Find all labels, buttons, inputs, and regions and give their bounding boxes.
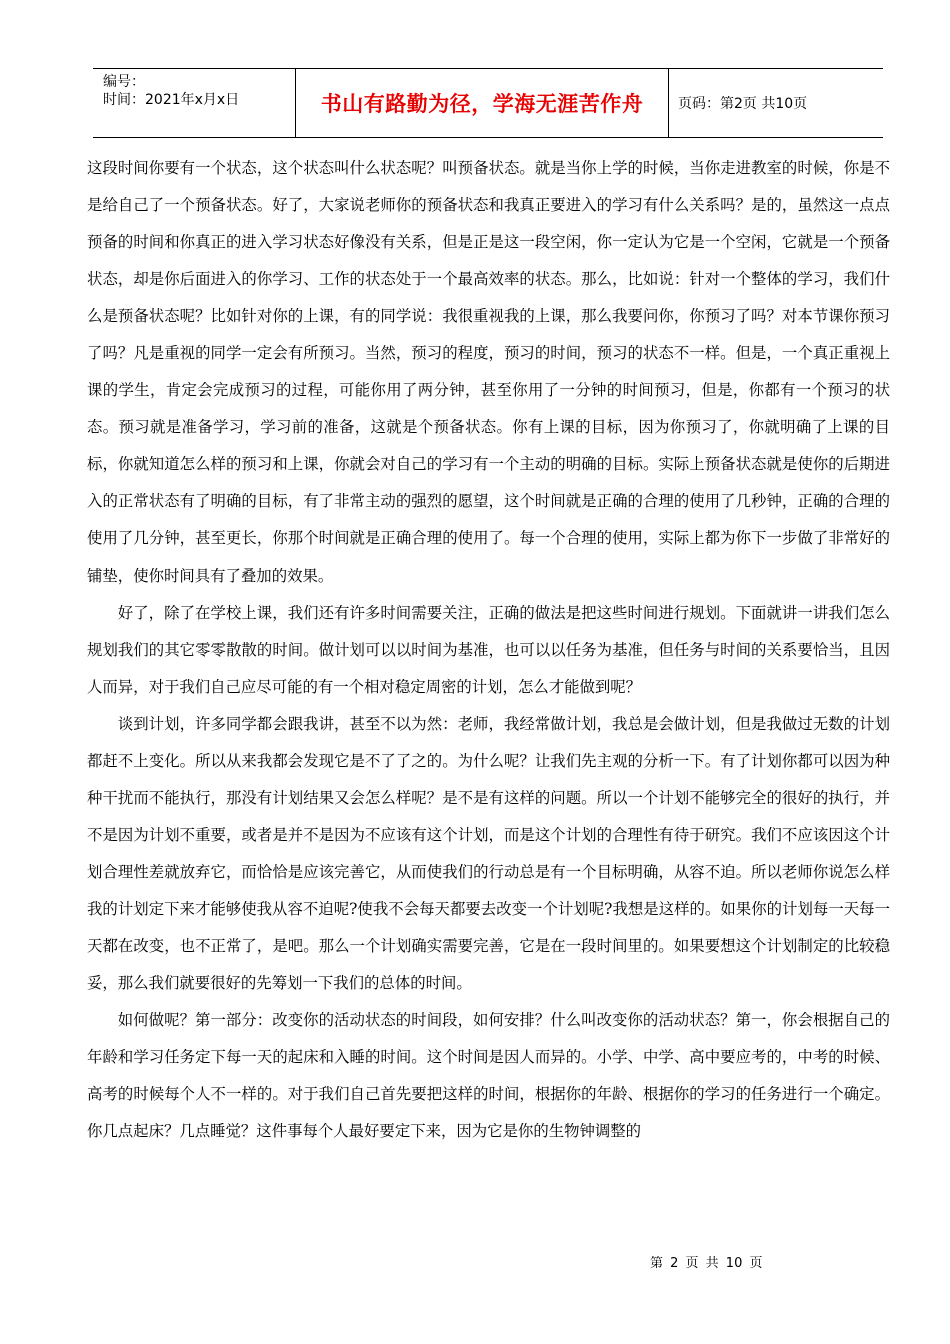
serial-number-label: 编号： <box>103 74 145 90</box>
header-meta-cell <box>93 69 295 137</box>
header-motto: 书山有路勤为径，学海无涯苦作舟 <box>320 92 644 116</box>
paragraph-3: 谈到计划，许多同学都会跟我讲，甚至不以为然：老师，我经常做计划，我总是会做计划，但是我做过无数的计划都赶不上变化。所以从来我都会发现它是不了了之的。为什么呢？让我们先主观的分析一下。有了计划你都可以因为种种干扰而不能执行，那没有计划结果又会怎么样呢？是不是有这样的问题。所以一个计划不能够完全的很好的执行，并不是因为计划不重要，或者是并不是因为不应该有这个计划，而是这个计划的合理性有待于研究。我们不应该因这个计划合理性差就放弃它，而恰恰是应该完善它，从而使我们的行动总是有一个目标明确，从容不迫。所以老师你说怎么样我的计划定下来才能够使我从容不迫呢?使我不会每天都要去改变一个计划呢?我想是这样的。如果你的计划每一天每一天都在改变，也不正常了，是吧。那么一个计划确实需要完善，它是在一段时间里的。如果要想这个计划制定的比较稳妥，那么我们就要很好的先筹划一下我们的总体的时间。 <box>87 714 890 993</box>
page-code: 页码：第2页 共10页 <box>678 96 808 112</box>
paragraph-1: 这段时间你要有一个状态，这个状态叫什么状态呢？叫预备状态。就是当你上学的时候，当你走进教室的时候，你是不是给自己了一个预备状态。好了，大家说老师你的预备状态和我真正要进入的学习有什么关系吗？是的，虽然这一点点预备的时间和你真正的进入学习状态好像没有关系，但是正是这一段空闲，你一定认为它是一个空闲，它就是一个预备状态，却是你后面进入的你学习、工作的状态处于一个最高效率的状态。那么，比如说：针对一个整体的学习，我们什么是预备状态呢？比如针对你的上课，有的同学说：我很重视我的上课，那么我要问你，你预习了吗？对本节课你预习了吗？凡是重视的同学一定会有所预习。当然，预习的程度，预习的时间，预习的状态不一样。但是，一个真正重视上课的学生，肯定会完成预习的过程，可能你用了两分钟，甚至你用了一分钟的时间预习，但是，你都有一个预习的状态。预习就是准备学习，学习前的准备，这就是个预备状态。你有上课的目标，因为你预习了，你就明确了上课的目标，你就知道怎么样的预习和上课，你就会对自己的学习有一个主动的明确的目标。实际上预备状态就是使你的后期进入的正常状态有了明确的目标，有了非常主动的强烈的愿望，这个时间就是正确的合理的使用了几秒钟，正确的合理的使用了几分钟，甚至更长，你那个时间就是正确合理的使用了。每一个合理的使用，实际上都为你下一步做了非常好的铺垫，使你时间具有了叠加的效果。 <box>87 159 890 585</box>
paragraph-2: 好了，除了在学校上课，我们还有许多时间需要关注，正确的做法是把这些时间进行规划。下面就讲一讲我们怎么规划我们的其它零零散散的时间。做计划可以以时间为基准，也可以以任务为基准，但任务与时间的关系要恰当，且因人而异，对于我们自己应尽可能的有一个相对稳定周密的计划，怎么才能做到呢？ <box>87 603 890 696</box>
header-divider-right <box>668 69 669 137</box>
page-header <box>93 68 883 138</box>
paragraph-4: 如何做呢？第一部分：改变你的活动状态的时间段，如何安排？什么叫改变你的活动状态？第一，你会根据自己的年龄和学习任务定下每一天的起床和入睡的时间。这个时间是因人而异的。小学、中学、高中要应考的，中考的时候、高考的时候每个人不一样的。对于我们自己首先要把这样的时间，根据你的年龄、根据你的学习的任务进行一个确定。你几点起床？几点睡觉？这件事每个人最好要定下来，因为它是你的生物钟调整的 <box>87 1011 890 1141</box>
time-label: 时间：2021年x月x日 <box>103 92 240 108</box>
page-footer: 第 2 页 共 10 页 <box>650 1256 763 1271</box>
document-body <box>87 150 890 1150</box>
